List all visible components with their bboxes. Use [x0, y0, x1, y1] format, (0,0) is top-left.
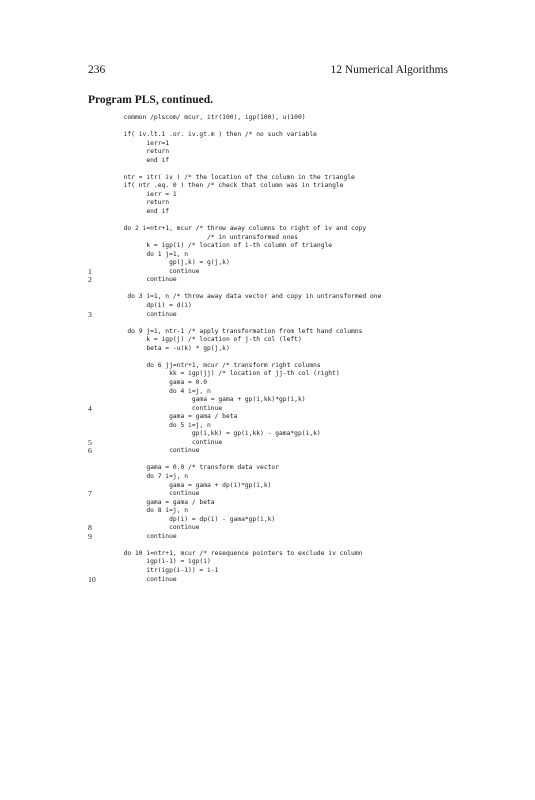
code-text: ierr = 1 — [116, 190, 177, 198]
code-line — [0, 174, 535, 183]
code-text: do 6 jj=ntr+1, mcur /* transform right columns — [116, 361, 321, 369]
code-line — [0, 328, 535, 337]
code-line — [0, 251, 535, 260]
code-text: gama = 0.0 — [116, 378, 207, 386]
code-line — [0, 319, 535, 328]
code-line — [0, 558, 535, 567]
code-text: beta = -u(k) * gp(j,k) — [116, 344, 230, 352]
code-line — [0, 276, 535, 285]
code-line — [0, 148, 535, 157]
code-text: gama = gama / beta — [116, 498, 215, 506]
code-text: if( ntr .eq. 0 ) then /* check that column was in triangle — [116, 182, 344, 190]
code-line — [0, 405, 535, 414]
statement-label: 6 — [88, 446, 92, 456]
code-text: continue — [116, 447, 200, 455]
code-line — [0, 140, 535, 149]
code-text: do 8 i=j, n — [116, 507, 189, 515]
code-text: dp(i) = d(i) — [116, 302, 192, 310]
code-text: do 7 i=j, n — [116, 472, 189, 480]
program-title: Program PLS, continued. — [88, 94, 214, 106]
code-text: itr(igp(i-1)) = i-1 — [116, 566, 219, 574]
code-line — [0, 345, 535, 354]
code-line — [0, 422, 535, 431]
code-text: dp(i) = dp(i) - gama*gp(i,k) — [116, 515, 276, 523]
code-text: do 9 j=1, ntr-1 /* apply transformation from left hand columns — [116, 327, 363, 335]
code-line — [0, 576, 535, 585]
code-text: continue — [116, 438, 223, 446]
code-line — [0, 567, 535, 576]
code-text: /* in untransformed ones — [116, 233, 298, 241]
code-text: end if — [116, 208, 170, 216]
code-line — [0, 464, 535, 473]
code-line — [0, 396, 535, 405]
code-line — [0, 268, 535, 277]
code-text: do 2 i=ntr+1, mcur /* throw away columns to right of iv and copy — [116, 225, 367, 233]
code-line — [0, 524, 535, 533]
code-text: gama = gama + gp(i,kk)*gp(i,k) — [116, 396, 306, 404]
code-text: common /plscom/ mcur, itr(100), igp(100), u(100) — [116, 114, 306, 121]
code-line — [0, 293, 535, 302]
code-text: gama = 0.0 /* transform data vector — [116, 464, 280, 472]
code-line — [0, 516, 535, 525]
code-line — [0, 123, 535, 132]
code-text: k = igp(i) /* location of i-th column of triangle — [116, 242, 333, 250]
running-head: 12 Numerical Algorithms — [330, 64, 448, 76]
code-line — [0, 182, 535, 191]
code-text: ntr = itr( iv ) /* the location of the column in the triangle — [116, 173, 355, 181]
code-line — [0, 259, 535, 268]
code-line — [0, 430, 535, 439]
code-text: k = igp(j) /* location of j-th col (left) — [116, 336, 302, 344]
code-line — [0, 336, 535, 345]
code-line — [0, 456, 535, 465]
code-line — [0, 379, 535, 388]
code-line — [0, 165, 535, 174]
code-text: return — [116, 148, 170, 156]
code-line — [0, 131, 535, 140]
code-line — [0, 507, 535, 516]
statement-label: 5 — [88, 437, 92, 447]
code-line — [0, 234, 535, 243]
statement-label: 1 — [88, 266, 92, 276]
code-line — [0, 490, 535, 499]
statement-label: 7 — [88, 489, 92, 499]
code-line — [0, 217, 535, 226]
code-line — [0, 388, 535, 397]
code-line — [0, 370, 535, 379]
code-text: do 4 i=j, n — [116, 387, 211, 395]
code-text: if( iv.lt.1 .or. iv.gt.m ) then /* no such variable — [116, 131, 317, 139]
code-text: gp(i,kk) = gp(i,kk) - gama*gp(i,k) — [116, 430, 321, 438]
code-line — [0, 208, 535, 217]
code-text: gama = gama / beta — [116, 413, 238, 421]
code-text: do 1 j=1, n — [116, 250, 189, 258]
code-text: continue — [116, 276, 177, 284]
code-text: do 3 i=1, n /* throw away data vector and copy in untransformed one — [116, 293, 382, 301]
code-text: ierr=1 — [116, 139, 170, 147]
code-line — [0, 302, 535, 311]
code-text: continue — [116, 404, 223, 412]
code-line — [0, 550, 535, 559]
code-text: gp(j,k) = g(j,k) — [116, 259, 230, 267]
code-line — [0, 353, 535, 362]
page-number: 236 — [88, 64, 106, 76]
page-header — [88, 64, 448, 80]
statement-label: 2 — [88, 275, 92, 285]
code-text: gama = gama + dp(i)*gp(i,k) — [116, 481, 272, 489]
code-text: igp(i-1) = igp(i) — [116, 558, 211, 566]
code-line — [0, 473, 535, 482]
code-text: continue — [116, 532, 177, 540]
code-line — [0, 114, 535, 123]
code-line — [0, 482, 535, 491]
code-line — [0, 225, 535, 234]
code-text: return — [116, 199, 170, 207]
code-line — [0, 533, 535, 542]
code-listing — [0, 114, 535, 584]
code-text: kk = igp(jj) /* location of jj-th col (right) — [116, 370, 340, 378]
statement-label: 10 — [88, 574, 96, 584]
code-text: continue — [116, 310, 177, 318]
statement-label: 3 — [88, 309, 92, 319]
code-line — [0, 191, 535, 200]
code-text: continue — [116, 490, 200, 498]
code-line — [0, 311, 535, 320]
code-line — [0, 447, 535, 456]
code-text: do 10 i=ntr+1, mcur /* resequence pointers to exclude iv column — [116, 549, 363, 557]
code-text: do 5 i=j, n — [116, 421, 211, 429]
code-text: end if — [116, 156, 170, 164]
code-line — [0, 157, 535, 166]
code-line — [0, 541, 535, 550]
code-line — [0, 439, 535, 448]
code-line — [0, 413, 535, 422]
statement-label: 9 — [88, 531, 92, 541]
statement-label: 4 — [88, 403, 92, 413]
code-line — [0, 285, 535, 294]
code-text: continue — [116, 524, 200, 532]
statement-label: 8 — [88, 523, 92, 533]
code-line — [0, 242, 535, 251]
code-line — [0, 199, 535, 208]
code-text: continue — [116, 575, 177, 583]
code-line — [0, 362, 535, 371]
code-text: continue — [116, 267, 200, 275]
code-line — [0, 499, 535, 508]
